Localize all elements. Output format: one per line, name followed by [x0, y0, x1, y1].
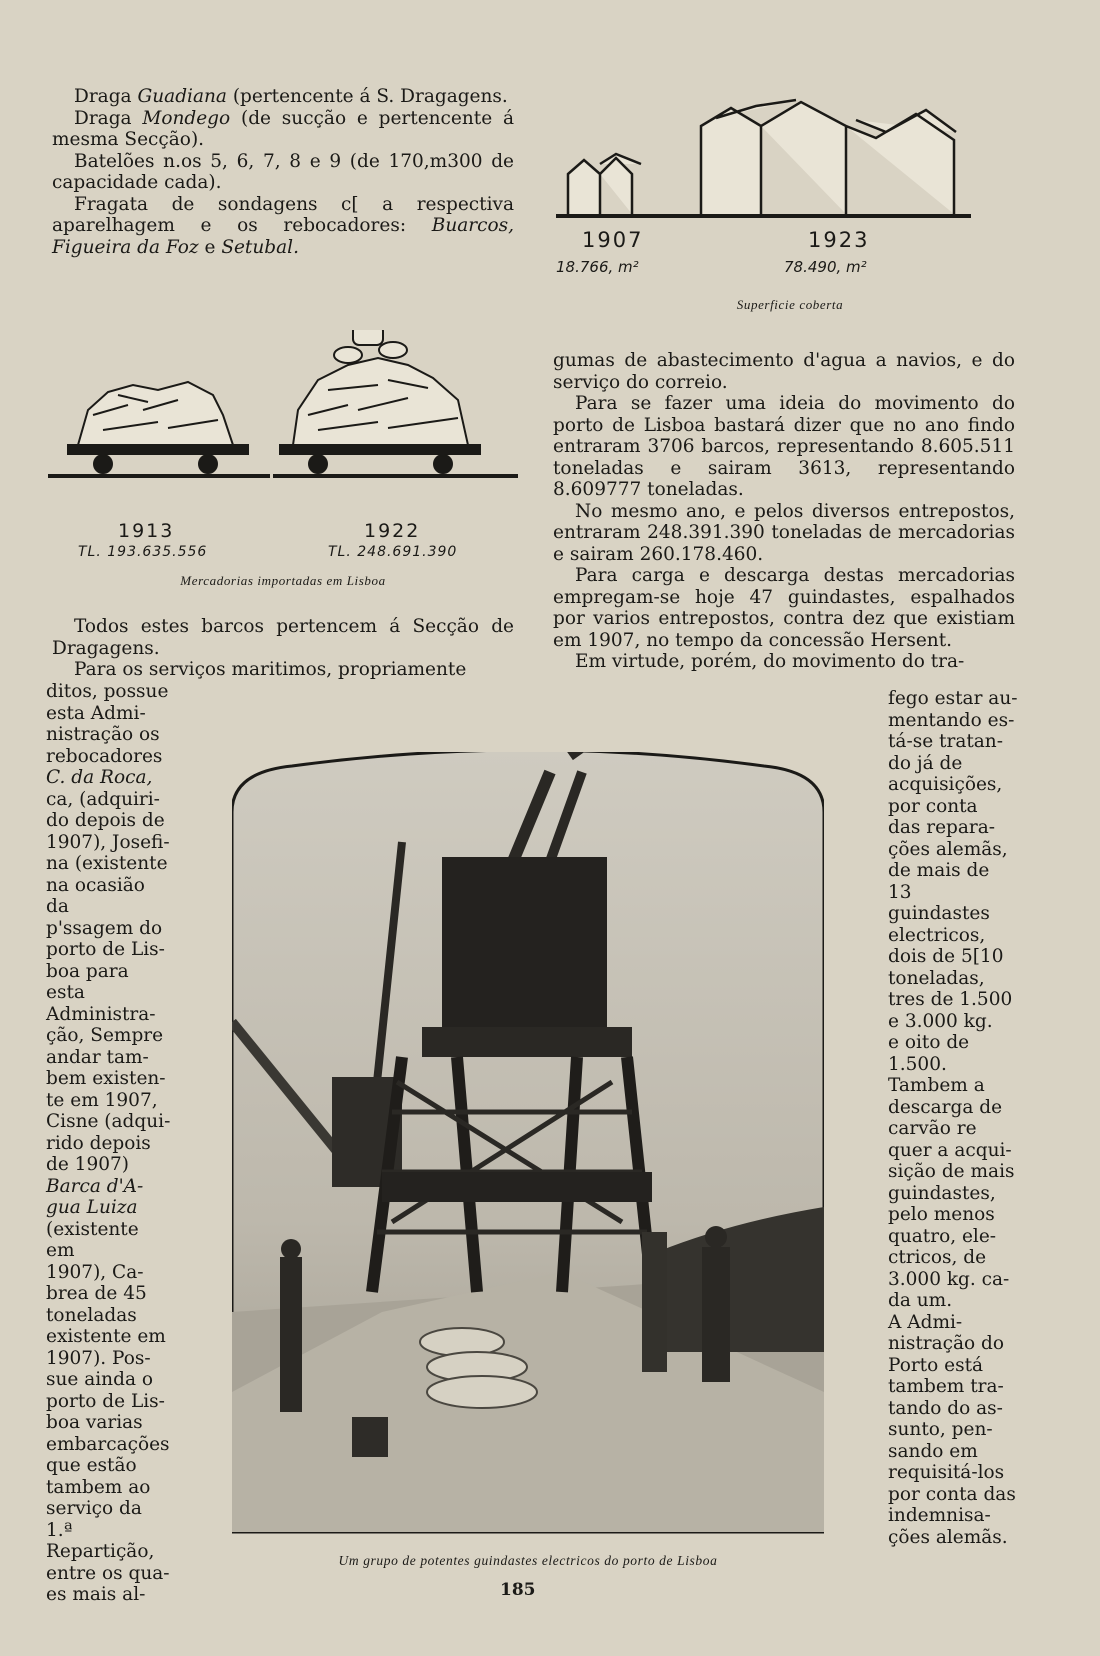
value-1913-label: TL. 193.635.556 [78, 544, 208, 560]
mercadorias-illustration [48, 330, 518, 490]
paragraph-bateloes: Batelões n.os 5, 6, 7, 8 e 9 (de 170,m300 de capacidade cada). [52, 150, 514, 193]
narrow-line: quer a acqui- [888, 1139, 1012, 1161]
narrow-line: toneladas, [888, 967, 985, 989]
narrow-line: 13 guindastes [888, 881, 990, 924]
paragraph-virtude: Em virtude, porém, do movimento do tra- [575, 651, 965, 672]
value-1922-label: TL. 248.691.390 [328, 544, 458, 560]
narrow-line: tá-se tratan- [888, 731, 1003, 752]
narrow-line: serviço da 1.ª [46, 1498, 142, 1541]
narrow-line: sando em [888, 1440, 978, 1462]
paragraph-servicos: Para os serviços maritimos, propriamente [74, 659, 467, 680]
narrow-line: ctricos, de [888, 1247, 987, 1268]
paragraph-draga-guadiana: Draga Guadiana (pertencente á S. Dragagens. [74, 86, 508, 107]
narrow-line: 1907). Pos- [46, 1347, 151, 1369]
narrow-line: porto de Lis- [46, 1390, 165, 1412]
narrow-line: pelo menos [888, 1204, 995, 1225]
narrow-line: es mais al- [46, 1584, 146, 1605]
narrow-line: da um. [888, 1290, 953, 1311]
wagon-1913 [48, 382, 270, 476]
narrow-line: requisitá-los [888, 1462, 1005, 1483]
narrow-line: 1907), Ca- [46, 1261, 144, 1283]
narrow-line: indemnisa- [888, 1505, 991, 1526]
building-1907 [568, 154, 641, 214]
paragraph-guindastes: Para carga e descarga destas mercadorias empregam-se hoje 47 guindastes, espalhados por varios entrepostos, contra dez que existiam em 1907, no tempo da concessão Hersent. [553, 565, 1015, 651]
narrow-line: tando do as- [888, 1397, 1003, 1419]
narrow-line: e 3.000 kg. [888, 1010, 993, 1032]
narrow-line: porto de Lis- [46, 939, 165, 960]
narrow-line: boa varias [46, 1412, 143, 1433]
left-top-text [52, 86, 514, 258]
paragraph-barcos: Todos estes barcos pertencem á Secção de Dragagens. [52, 616, 514, 659]
narrow-line: sição de mais [888, 1161, 1015, 1182]
narrow-line: existente em [46, 1326, 166, 1347]
building-1923 [701, 100, 956, 214]
narrow-line: A Admi- [888, 1311, 963, 1333]
narrow-line: rido depois [46, 1132, 151, 1154]
wagon-1922 [273, 330, 518, 476]
narrow-line: te em 1907, [46, 1089, 158, 1111]
narrow-line: nistração os [46, 724, 160, 745]
narrow-line: ções alemãs. [888, 1526, 1008, 1548]
narrow-line: ção, Sempre [46, 1025, 164, 1046]
narrow-line: Tambem a [888, 1075, 985, 1096]
narrow-line: tambem tra- [888, 1376, 1004, 1397]
narrow-line: mentando es- [888, 709, 1015, 731]
narrow-line: dois de 5[10 [888, 946, 1004, 967]
narrow-line: boa para esta [46, 960, 129, 1003]
cranes-photograph [232, 752, 824, 1536]
narrow-line: ções alemãs, [888, 838, 1008, 860]
paragraph-movimento: Para se fazer uma ideia do movimento do porto de Lisboa bastará dizer que no ano findo entraram 3706 barcos, representando 8.605.511 toneladas e sairam 3613, representando 8.609777 toneladas. [553, 393, 1015, 500]
narrow-line: das repara- [888, 817, 996, 838]
left-narrow-column [46, 681, 172, 1606]
narrow-line: C. da Roca, [46, 767, 153, 788]
year-1923-label: 1923 [808, 228, 870, 252]
page-number: 185 [500, 1580, 536, 1600]
narrow-line: na ocasião da [46, 874, 145, 917]
narrow-line: esta Admi- [46, 702, 146, 724]
narrow-line: descarga de [888, 1096, 1003, 1118]
mercadorias-caption: Mercadorias importadas em Lisboa [180, 573, 386, 588]
narrow-line: (existente em [46, 1218, 139, 1261]
narrow-line: 1907), Josefi- [46, 831, 170, 853]
narrow-line: acquisições, [888, 774, 1003, 795]
narrow-line: entre os qua- [46, 1562, 170, 1584]
narrow-line: 1.500. [888, 1053, 947, 1075]
left-mid-text [52, 616, 514, 681]
narrow-line: que estão [46, 1455, 137, 1476]
narrow-line: por conta [888, 795, 978, 817]
narrow-line: Repartição, [46, 1541, 155, 1562]
year-1913-label: 1913 [118, 520, 175, 542]
narrow-line: guindastes, [888, 1182, 996, 1204]
right-top-text [553, 350, 1015, 673]
narrow-line: nistração do [888, 1333, 1005, 1354]
narrow-line: p'ssagem do [46, 917, 163, 939]
narrow-line: e oito de [888, 1032, 970, 1053]
narrow-line: andar tam- [46, 1046, 149, 1068]
narrow-line: sue ainda o [46, 1369, 153, 1390]
narrow-line: electricos, [888, 924, 986, 946]
paragraph-abastecimento: gumas de abastecimento d'agua a navios, e do serviço do correio. [553, 350, 1015, 393]
narrow-line: do depois de [46, 810, 165, 831]
narrow-line: fego estar au- [888, 688, 1018, 709]
narrow-line: Barca d'A- [46, 1175, 144, 1197]
narrow-line: sunto, pen- [888, 1419, 993, 1440]
value-1907-label: 18.766, m² [556, 258, 639, 276]
paragraph-entrepostos: No mesmo ano, e pelos diversos entrepostos, entraram 248.391.390 toneladas de mercadorias e sairam 260.178.460. [553, 500, 1015, 565]
narrow-line: brea de 45 [46, 1283, 147, 1304]
year-1907-label: 1907 [582, 228, 644, 252]
narrow-line: rebocadores [46, 745, 163, 767]
right-narrow-column [888, 688, 1018, 1548]
value-1923-label: 78.490, m² [784, 258, 867, 276]
narrow-line: embarcações [46, 1433, 170, 1455]
narrow-line: Cisne (adqui- [46, 1111, 171, 1132]
narrow-line: de 1907) [46, 1154, 129, 1175]
narrow-line: quatro, ele- [888, 1225, 997, 1247]
narrow-line: do já de [888, 752, 963, 774]
narrow-line: toneladas [46, 1304, 137, 1326]
narrow-line: na (existente [46, 853, 168, 874]
narrow-line: 3.000 kg. ca- [888, 1268, 1010, 1290]
narrow-line: tambem ao [46, 1476, 151, 1498]
narrow-line: Administra- [46, 1003, 156, 1025]
narrow-line: ca, (adquiri- [46, 788, 160, 810]
paragraph-draga-mondego: Draga Mondego (de sucção e pertencente á mesma Secção). [52, 107, 514, 150]
narrow-line: ditos, possue [46, 681, 169, 702]
narrow-line: Porto está [888, 1354, 984, 1376]
photo-caption: Um grupo de potentes guindastes electricos do porto de Lisboa [338, 1553, 718, 1568]
superficie-caption: Superficie coberta [736, 297, 844, 312]
superficie-illustration [556, 96, 1016, 226]
narrow-line: de mais de [888, 860, 990, 881]
year-1922-label: 1922 [364, 520, 421, 542]
narrow-line: por conta das [888, 1483, 1016, 1505]
narrow-line: carvão re [888, 1118, 977, 1139]
narrow-line: tres de 1.500 [888, 989, 1013, 1010]
narrow-line: gua Luiza [46, 1197, 138, 1218]
narrow-line: bem existen- [46, 1068, 166, 1089]
paragraph-fragata: Fragata de sondagens c[ a respectiva aparelhagem e os rebocadores: Buarcos, Figueira da Foz e Setubal. [52, 193, 514, 258]
